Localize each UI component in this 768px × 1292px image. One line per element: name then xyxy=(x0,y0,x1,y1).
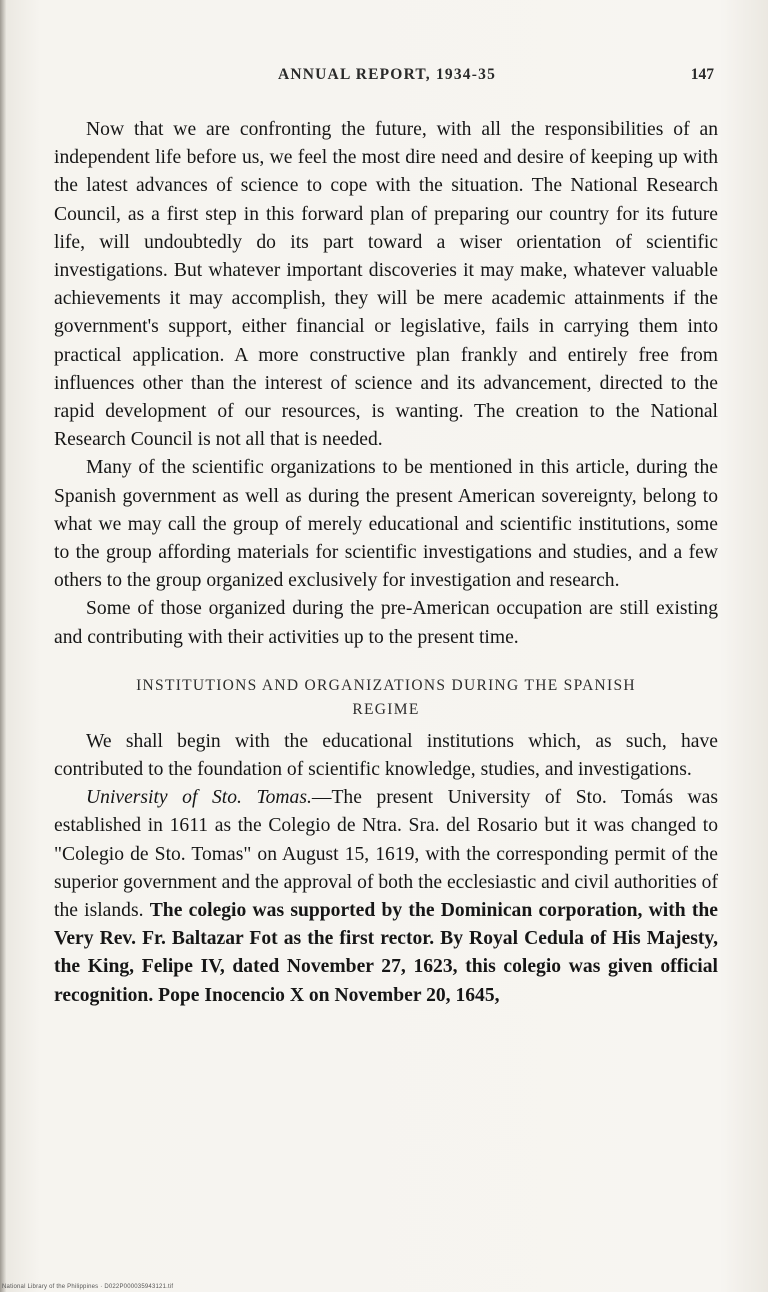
ust-body-bold: The colegio was supported by the Dominican corporation, with the Very Rev. Fr. Baltazar Fot as the first rector. By Royal Cedula of His Majesty, the King, Felipe IV, dated November 27, 1623, this colegio was given official recognition. Pope Inocencio X on November 20, 1645, xyxy=(54,900,718,1006)
scan-credit: National Library of the Philippines · D022P000035943121.tif xyxy=(2,1284,174,1290)
section-heading xyxy=(54,674,718,722)
page-number: 147 xyxy=(690,66,714,83)
page-header xyxy=(60,66,714,92)
paragraph-4: We shall begin with the educational institutions which, as such, have contributed to the foundation of scientific knowledge, studies, and investigations. xyxy=(54,730,718,781)
page-edge-shadow xyxy=(0,0,6,1292)
body-text xyxy=(54,116,718,1010)
paragraph-3: Some of those organized during the pre-American occupation are still existing and contributing with their activities up to the present time. xyxy=(54,598,718,648)
paragraph-1: Now that we are confronting the future, with all the responsibilities of an independent life before us, we feel the most dire need and desire of keeping up with the latest advances of science to cope with the situation. The National Research Council, as a first step in this forward plan of preparing our country for its future life, will undoubtedly do its part toward a wiser orientation of scientific investigations. But whatever important discoveries it may make, whatever valuable achievements it may accomplish, they will be mere academic attainments if the government's support, either financial or legislative, fails in carrying them into practical application. A more constructive plan frankly and entirely free from influences other than the interest of science and its advancement, directed to the rapid development of our resources, is wanting. The creation to the National Research Council is not all that is needed. xyxy=(54,119,718,451)
running-head: ANNUAL REPORT, 1934-35 xyxy=(277,66,497,83)
run-in-title: University of Sto. Tomas. xyxy=(86,787,312,809)
section-heading-line-1: INSTITUTIONS AND ORGANIZATIONS DURING THE SPANISH xyxy=(136,676,636,694)
paragraph-ust xyxy=(54,784,718,1010)
section-heading-line-2: REGIME xyxy=(352,700,420,718)
ust-body-regular: —The present University of Sto. Tomás was established in 1611 as the Colegio de Ntra. Sra. del Rosario but it was changed to "Colegio de Sto. Tomas" on August 15, 1619, with the corresponding permit of the superior government and the approval of both the ecclesiastic and civil authorities of the islands. xyxy=(54,787,718,922)
paragraph-2: Many of the scientific organizations to be mentioned in this article, during the Spanish government as well as during the present American sovereignty, belong to what we may call the group of merely educational and scientific institutions, some to the group affording materials for scientific investigations and studies, and a few others to the group organized exclusively for investigation and research. xyxy=(54,457,718,592)
